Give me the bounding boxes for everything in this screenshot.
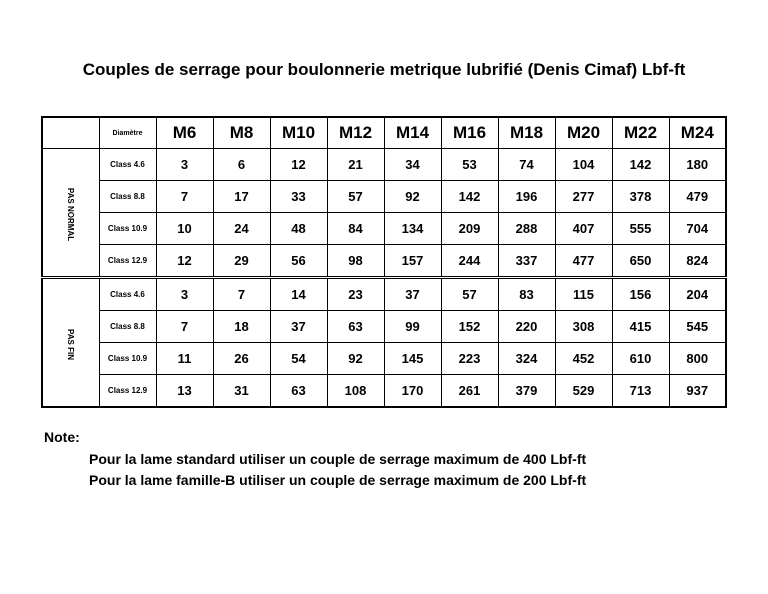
class-label: Class 4.6 xyxy=(99,149,156,181)
torque-value: 244 xyxy=(441,245,498,278)
torque-value: 196 xyxy=(498,181,555,213)
torque-value: 18 xyxy=(213,311,270,343)
class-label: Class 12.9 xyxy=(99,375,156,408)
size-header-m18: M18 xyxy=(498,117,555,149)
torque-value: 937 xyxy=(669,375,726,408)
header-row xyxy=(42,117,726,149)
torque-value: 452 xyxy=(555,343,612,375)
size-header-m14: M14 xyxy=(384,117,441,149)
torque-value: 156 xyxy=(612,278,669,311)
note-line-famille-b: Pour la lame famille-B utiliser un couple de serrage maximum de 200 Lbf-ft xyxy=(89,472,587,488)
torque-value: 277 xyxy=(555,181,612,213)
class-label: Class 4.6 xyxy=(99,278,156,311)
torque-value: 63 xyxy=(270,375,327,408)
table-row xyxy=(42,149,726,181)
torque-value: 704 xyxy=(669,213,726,245)
torque-value: 134 xyxy=(384,213,441,245)
torque-value: 29 xyxy=(213,245,270,278)
torque-value: 800 xyxy=(669,343,726,375)
torque-value: 529 xyxy=(555,375,612,408)
torque-value: 34 xyxy=(384,149,441,181)
torque-value: 204 xyxy=(669,278,726,311)
torque-value: 37 xyxy=(270,311,327,343)
torque-value: 180 xyxy=(669,149,726,181)
torque-value: 56 xyxy=(270,245,327,278)
torque-value: 261 xyxy=(441,375,498,408)
table-row xyxy=(42,245,726,278)
class-label: Class 8.8 xyxy=(99,311,156,343)
torque-value: 157 xyxy=(384,245,441,278)
torque-value: 108 xyxy=(327,375,384,408)
torque-value: 555 xyxy=(612,213,669,245)
torque-value: 713 xyxy=(612,375,669,408)
torque-value: 14 xyxy=(270,278,327,311)
torque-value: 48 xyxy=(270,213,327,245)
torque-value: 21 xyxy=(327,149,384,181)
torque-value: 84 xyxy=(327,213,384,245)
torque-value: 145 xyxy=(384,343,441,375)
class-label: Class 8.8 xyxy=(99,181,156,213)
group-label: PAS FIN xyxy=(66,329,76,360)
torque-value: 63 xyxy=(327,311,384,343)
torque-value: 142 xyxy=(441,181,498,213)
torque-value: 12 xyxy=(156,245,213,278)
torque-value: 37 xyxy=(384,278,441,311)
torque-value: 17 xyxy=(213,181,270,213)
size-header-m22: M22 xyxy=(612,117,669,149)
torque-value: 479 xyxy=(669,181,726,213)
torque-value: 152 xyxy=(441,311,498,343)
torque-value: 288 xyxy=(498,213,555,245)
torque-value: 54 xyxy=(270,343,327,375)
torque-value: 31 xyxy=(213,375,270,408)
class-label: Class 12.9 xyxy=(99,245,156,278)
torque-value: 3 xyxy=(156,149,213,181)
torque-value: 308 xyxy=(555,311,612,343)
torque-value: 378 xyxy=(612,181,669,213)
torque-value: 74 xyxy=(498,149,555,181)
torque-value: 57 xyxy=(441,278,498,311)
torque-value: 3 xyxy=(156,278,213,311)
torque-value: 7 xyxy=(156,181,213,213)
size-header-m6: M6 xyxy=(156,117,213,149)
torque-value: 24 xyxy=(213,213,270,245)
diameter-label: Diamètre xyxy=(99,117,156,149)
size-header-m10: M10 xyxy=(270,117,327,149)
torque-value: 223 xyxy=(441,343,498,375)
torque-value: 23 xyxy=(327,278,384,311)
class-label: Class 10.9 xyxy=(99,343,156,375)
class-label: Class 10.9 xyxy=(99,213,156,245)
size-header-m8: M8 xyxy=(213,117,270,149)
torque-value: 10 xyxy=(156,213,213,245)
torque-value: 13 xyxy=(156,375,213,408)
page-title: Couples de serrage pour boulonnerie metrique lubrifié (Denis Cimaf) Lbf-ft xyxy=(82,60,686,79)
torque-value: 7 xyxy=(213,278,270,311)
torque-value: 209 xyxy=(441,213,498,245)
torque-value: 650 xyxy=(612,245,669,278)
torque-value: 415 xyxy=(612,311,669,343)
torque-value: 11 xyxy=(156,343,213,375)
torque-value: 170 xyxy=(384,375,441,408)
torque-value: 407 xyxy=(555,213,612,245)
torque-value: 92 xyxy=(327,343,384,375)
note-label: Note: xyxy=(44,429,80,445)
torque-value: 57 xyxy=(327,181,384,213)
corner-cell xyxy=(42,117,99,149)
torque-value: 92 xyxy=(384,181,441,213)
torque-value: 6 xyxy=(213,149,270,181)
group-label-cell xyxy=(42,278,99,408)
torque-value: 379 xyxy=(498,375,555,408)
torque-value: 142 xyxy=(612,149,669,181)
table-row xyxy=(42,213,726,245)
torque-value: 12 xyxy=(270,149,327,181)
torque-value: 477 xyxy=(555,245,612,278)
torque-value: 98 xyxy=(327,245,384,278)
torque-value: 104 xyxy=(555,149,612,181)
torque-value: 610 xyxy=(612,343,669,375)
group-label: PAS NORMAL xyxy=(66,187,76,242)
torque-value: 83 xyxy=(498,278,555,311)
torque-table xyxy=(41,116,727,408)
table-row xyxy=(42,181,726,213)
torque-value: 99 xyxy=(384,311,441,343)
table-row xyxy=(42,278,726,311)
torque-value: 324 xyxy=(498,343,555,375)
torque-value: 115 xyxy=(555,278,612,311)
size-header-m16: M16 xyxy=(441,117,498,149)
torque-value: 53 xyxy=(441,149,498,181)
torque-value: 33 xyxy=(270,181,327,213)
table-row xyxy=(42,343,726,375)
group-label-cell xyxy=(42,149,99,278)
size-header-m20: M20 xyxy=(555,117,612,149)
size-header-m12: M12 xyxy=(327,117,384,149)
torque-value: 545 xyxy=(669,311,726,343)
torque-value: 824 xyxy=(669,245,726,278)
table-row xyxy=(42,375,726,408)
torque-value: 7 xyxy=(156,311,213,343)
table-row xyxy=(42,311,726,343)
torque-value: 337 xyxy=(498,245,555,278)
torque-value: 26 xyxy=(213,343,270,375)
torque-value: 220 xyxy=(498,311,555,343)
note-line-standard: Pour la lame standard utiliser un couple de serrage maximum de 400 Lbf-ft xyxy=(89,451,587,467)
size-header-m24: M24 xyxy=(669,117,726,149)
